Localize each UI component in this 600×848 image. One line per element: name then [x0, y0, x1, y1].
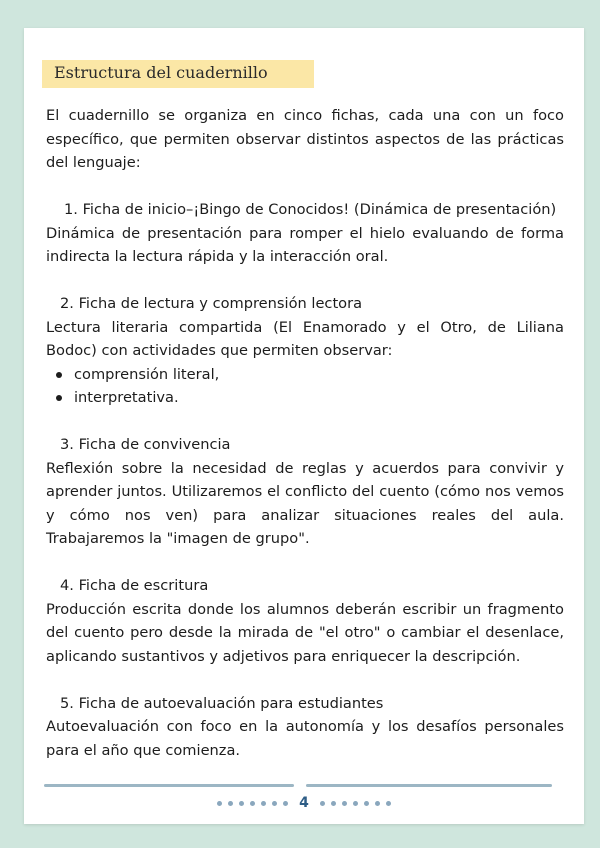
- section-heading: 2. Ficha de lectura y comprensión lectora: [60, 295, 363, 312]
- list-item: [56, 363, 564, 387]
- document-body: [46, 104, 564, 762]
- section-heading: 3. Ficha de convivencia: [60, 436, 231, 453]
- section-heading: 5. Ficha de autoevaluación para estudiantes: [60, 694, 384, 712]
- page-footer: [24, 794, 584, 812]
- section-text: Producción escrita donde los alumnos deberán escribir un fragmento del cuento pero desde la mirada de "el otro" o cambiar el desenlace, aplicando sustantivos y adjetivos para enriquecer la descripción.: [46, 600, 564, 665]
- section-ficha-convivencia: [46, 433, 564, 551]
- bullet-icon: [56, 395, 62, 401]
- section-text: Autoevaluación con foco en la autonomía y los desafíos personales para el año que comienza.: [46, 718, 564, 759]
- dot-icon: [386, 801, 391, 806]
- page-number: 4: [299, 795, 309, 811]
- dot-icon: [228, 801, 233, 806]
- section-ficha-escritura: [46, 574, 564, 668]
- section-text: Reflexión sobre la necesidad de reglas y acuerdos para convivir y aprender juntos. Utilizaremos el conflicto del cuento (cómo nos vemos y cómo nos ven) para analizar situaciones reales del aula. Trabajaremos la "imagen de grupo".: [46, 459, 564, 547]
- dot-icon: [342, 801, 347, 806]
- dot-icon: [217, 801, 222, 806]
- dot-icon: [283, 801, 288, 806]
- bullet-icon: [56, 372, 62, 378]
- dot-icon: [320, 801, 325, 806]
- document-page: [24, 28, 584, 824]
- dot-icon: [375, 801, 380, 806]
- decorative-line-right: [306, 784, 552, 787]
- section-heading: 4. Ficha de escritura: [60, 577, 209, 594]
- section-heading: 1. Ficha de inicio–¡Bingo de Conocidos! (Dinámica de presentación): [64, 201, 557, 218]
- dot-icon: [331, 801, 336, 806]
- list-item-text: interpretativa.: [74, 389, 179, 406]
- dot-icon: [250, 801, 255, 806]
- section-ficha-autoevaluacion: [46, 692, 564, 763]
- intro-paragraph: El cuadernillo se organiza en cinco fichas, cada una con un foco específico, que permiten observar distintos aspectos de las prácticas del lenguaje:: [46, 107, 564, 171]
- dot-icon: [272, 801, 277, 806]
- dot-icon: [261, 801, 266, 806]
- dot-icon: [353, 801, 358, 806]
- section-ficha-lectura: [46, 292, 564, 410]
- section-text: Lectura literaria compartida (El Enamorado y el Otro, de Liliana Bodoc) con actividades que permiten observar:: [46, 318, 564, 359]
- list-item: [56, 386, 564, 410]
- dot-icon: [239, 801, 244, 806]
- decorative-line-left: [44, 784, 294, 787]
- section-ficha-inicio: [46, 198, 564, 269]
- dot-icon: [364, 801, 369, 806]
- section-text: Dinámica de presentación para romper el hielo evaluando de forma indirecta la lectura rápida y la interacción oral.: [46, 224, 564, 265]
- page-title: Estructura del cuadernillo: [54, 63, 268, 82]
- bullet-list: [46, 363, 564, 410]
- list-item-text: comprensión literal,: [74, 365, 220, 383]
